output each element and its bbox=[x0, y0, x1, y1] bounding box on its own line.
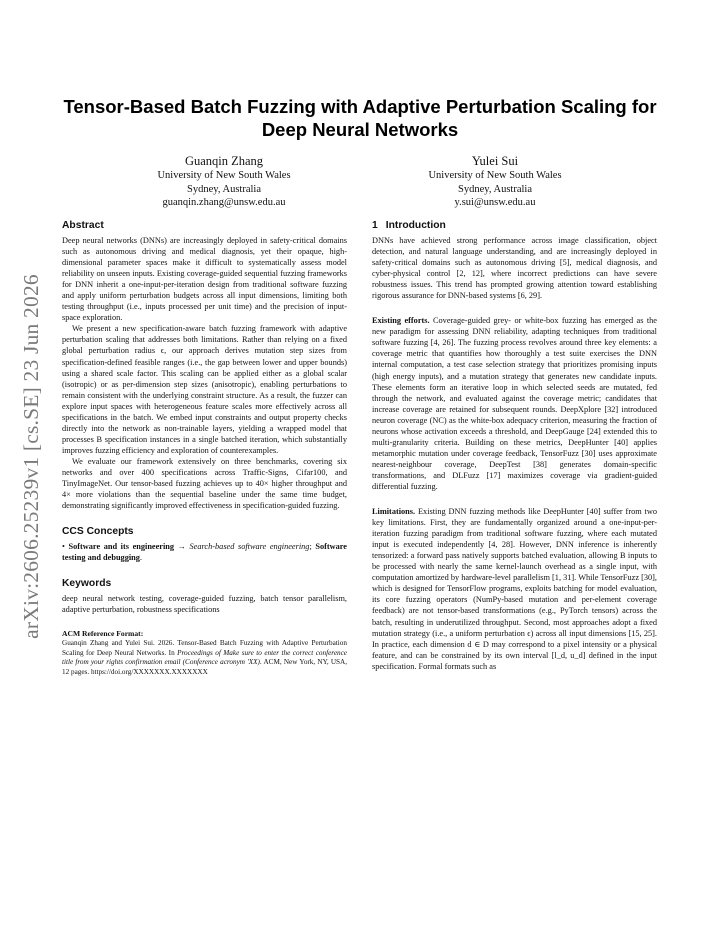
limitations-label: Limitations. bbox=[372, 507, 416, 517]
acm-reference-venue: Proceedings of Make sure to enter the correct conference title from your rights confirmation email (Conference acronym 'XX) bbox=[62, 648, 348, 667]
author-location: Sydney, Australia bbox=[458, 183, 532, 195]
ccs-concept-1-sub: Search-based software engineering bbox=[189, 542, 310, 552]
ccs-concept-1: Software and its engineering bbox=[68, 542, 175, 552]
abstract-paragraph-3: We evaluate our framework extensively on three benchmarks, covering six networks and over 400 specifications across Traffic-Signs, Cifar100, and TinyImageNet. Our tensor-based fuzzing achieves up to 40× higher throughput and 4× more violations than the sequential baseline under the same time budget, demonstrating significantly improved effectiveness in specification-guided fuzzing. bbox=[62, 456, 347, 511]
author-name: Guanqin Zhang bbox=[184, 154, 264, 168]
intro-paragraph-1: DNNs have achieved strong performance across image classification, object detection, and natural language understanding, and are increasingly deployed in safety-critical domains such as autonomous driving [5], medical diagnosis, and cyber-physical control [2, 12], where incorrect predictions can have severe robustness issues. This trend has prompted growing attention toward establishing rigorous assurance for DNN-based systems [6, 29]. bbox=[372, 236, 657, 301]
abstract-paragraph-1: Deep neural networks (DNNs) are increasingly deployed in safety-critical domains such as autonomous driving and medical diagnosis, yet their opaque, high-dimensional parameter spaces make it difficult to systematically assess model reliability on unseen inputs. Existing coverage-guided sequential fuzzing frameworks for DNN inherit a one-input-per-iteration design from traditional software fuzzing and apply uniform perturbation budgets across all input dimensions, limiting both testing throughput (i.e., inputs processed per unit time) and the precision of input-space exploration. bbox=[62, 236, 347, 323]
ccs-concepts bbox=[62, 541, 347, 563]
author-email[interactable]: guanqin.zhang@unsw.edu.au bbox=[162, 197, 286, 208]
ccs-separator: ; bbox=[309, 542, 316, 552]
acm-reference-authors: Guanqin Zhang and Yulei Sui. 2026. Tensor-Based Batch Fuzzing with Adaptive Perturbation Scaling for Deep Neural Networks. In bbox=[62, 639, 347, 657]
acm-reference bbox=[62, 629, 347, 678]
acm-reference-publisher[interactable]: . ACM, New York, NY, USA, 12 pages. https://doi.org/XXXXXXX.XXXXXXX bbox=[62, 658, 347, 677]
ccs-heading: CCS Concepts bbox=[62, 526, 134, 538]
right-column bbox=[372, 219, 657, 672]
existing-efforts-text: Coverage-guided grey- or white-box fuzzing has emerged as the new paradigm for assessing DNN reliability, adapting techniques from traditional software fuzzing [4, 26]. The fuzzing process revolves around three key elements: a coverage metric that quantifies how thoroughly a test suite exercises the DNN internal computation, a test case selection strategy that prioritizes promising inputs (high energy inputs), and a mutation strategy that generates new candidate inputs. These elements form an iterative loop in which selected seeds are mutated, fed through the network, and evaluated against the coverage metric; candidates that increase coverage are retained for subsequent rounds. DeepXplore [32] introduced neuron coverage (NC) as the white-box adequacy criterion, measuring the fraction of neurons whose activation exceeds a threshold, and DeepGauge [24] extended this to multi-granularity criteria. Building on these metrics, DeepHunter [40] applies metamorphic mutation under coverage feedback, TensorFuzz [30] uses approximate nearest-neighbour coverage, DeepTest [38] generates domain-specific transformations, and DLFuzz [17] maximizes coverage via gradient-guided differential fuzzing. bbox=[372, 316, 657, 491]
author-affiliation: University of New South Wales bbox=[157, 170, 291, 181]
author-block-1 bbox=[109, 153, 339, 210]
abstract-paragraph-2: We present a new specification-aware batch fuzzing framework with adaptive perturbation scaling that addresses both limitations. Rather than relying on a fixed global perturbation radius ϵ, our approach derives mutation step sizes from specification-defined feasible ranges (i.e., the gap between lower and upper bounds) using a shared scale factor. This scaling can be applied either as a global scalar (isotropic) or as per-dimension step sizes (anisotropic), enabling perturbations to remain consistent with the underlying constraint structure. As a result, the fuzzer can explore input spaces with heterogeneous feature scales more effectively across all specifications in the batch. We embed input constraints and output property checks directly into the network as non-trainable layers, yielding a wrapped model that processes B specification instances in a single batched iteration, which substantially improves fuzzing efficiency and exploration of counterexamples. bbox=[62, 324, 347, 455]
keywords-heading: Keywords bbox=[62, 578, 112, 590]
section-number: 1 bbox=[372, 220, 378, 231]
ccs-concept-2: Software testing and debugging bbox=[62, 542, 347, 563]
ccs-arrow: → bbox=[174, 542, 190, 552]
acm-reference-text bbox=[62, 639, 347, 678]
arxiv-sidebar bbox=[6, 244, 56, 668]
existing-efforts-label: Existing efforts. bbox=[372, 316, 430, 326]
arxiv-identifier[interactable]: arXiv:2606.25239v1 [cs.SE] 23 Jun 2026 bbox=[18, 273, 43, 639]
ccs-bullet: • bbox=[62, 542, 69, 552]
author-block-2 bbox=[380, 153, 610, 210]
author-affiliation: University of New South Wales bbox=[428, 170, 562, 181]
author-email[interactable]: y.sui@unsw.edu.au bbox=[454, 197, 536, 208]
existing-efforts-paragraph bbox=[372, 315, 657, 492]
limitations-paragraph bbox=[372, 506, 657, 672]
author-location: Sydney, Australia bbox=[187, 183, 261, 195]
ccs-end: . bbox=[139, 553, 142, 563]
left-column bbox=[62, 219, 347, 678]
keywords-text: deep neural network testing, coverage-guided fuzzing, batch tensor parallelism, adaptive perturbation, robustness specifications bbox=[62, 594, 347, 615]
abstract-heading: Abstract bbox=[62, 220, 104, 231]
intro-heading bbox=[372, 219, 657, 232]
limitations-text: Existing DNN fuzzing methods like DeepHunter [40] suffer from two key limitations. First, they are fundamentally organized around a one-input-per-iteration fuzzing paradigm from traditional software fuzzing, where each mutated input is executed independently [4, 28]. However, DNN inference is inherently tensorized: a forward pass natively supports batched evaluation, allowing B inputs to be processed with nearly the same kernel-launch overhead as a single input, with computation amortized by hardware-level parallelism [1, 31]. While TensorFuzz [30], which is designed for TensorFlow programs, exploits batching for model evaluation, its core fuzzing operators (NumPy-based mutation and per-element coverage feedback) are not tensor-based transformations (e.g., PyTorch tensors) across the batch, resulting in underutilized throughput. Second, most approaches adopt a fixed mutation strategy (i.e., a uniform perturbation ϵ) across all input dimensions [15, 25]. In practice, each dimension d ∈ D may correspond to a pixel intensity or a physical feature, and can be constrained by its own interval [l_d, u_d] defined in the input specification. Formal formats such as bbox=[372, 507, 657, 671]
author-name: Yulei Sui bbox=[471, 154, 519, 168]
section-title: Introduction bbox=[385, 220, 446, 231]
paper-title: Tensor-Based Batch Fuzzing with Adaptive Perturbation Scaling for Deep Neural Networks bbox=[63, 96, 657, 140]
acm-reference-heading: ACM Reference Format: bbox=[62, 629, 144, 639]
